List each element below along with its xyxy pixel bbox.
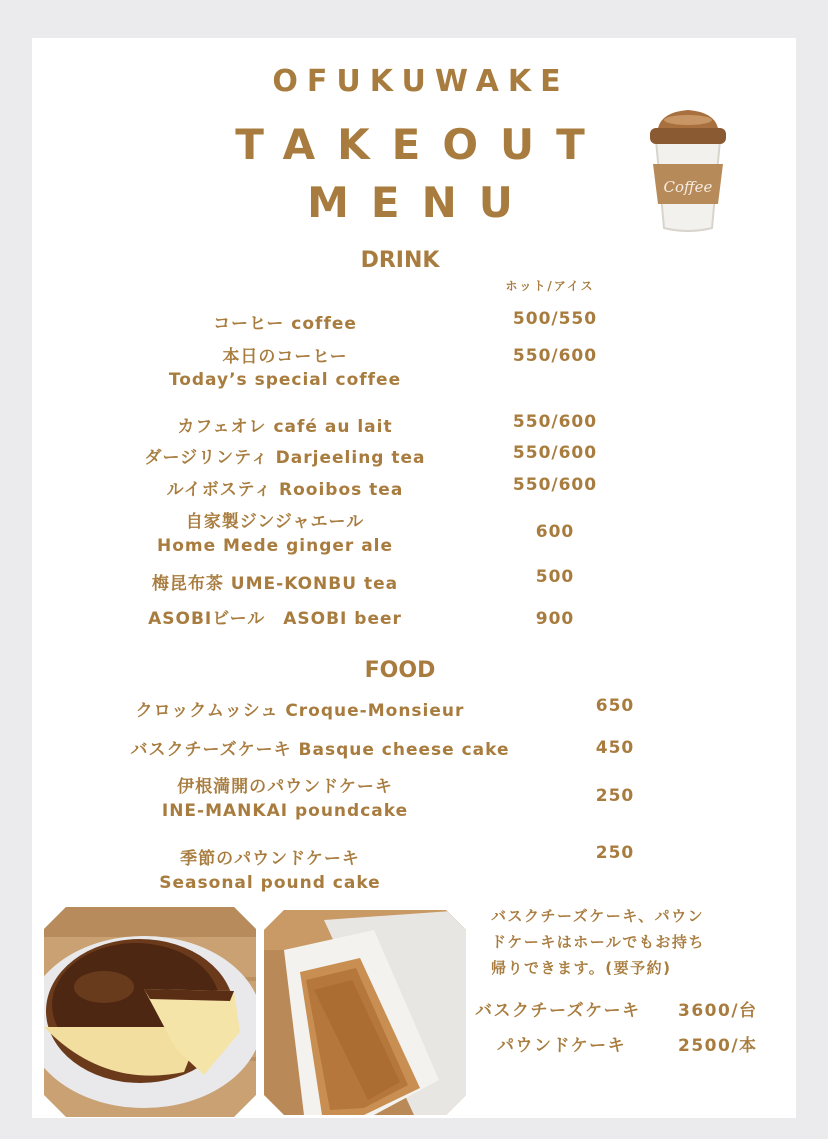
drink-item-ginger-ale: 自家製ジンジャエール: [185, 512, 365, 532]
food-price-basque: 450: [595, 738, 635, 758]
drink-item-rooibos: ルイボスティ Rooibos tea: [166, 480, 404, 500]
drink-price-darjeeling: 550/600: [512, 443, 598, 463]
food-item-basque: バスクチーズケーキ Basque cheese cake: [130, 740, 510, 760]
drink-item-cafe-au-lait: カフェオレ café au lait: [177, 417, 393, 437]
whole-cake-note-line1: バスクチーズケーキ、パウン: [491, 907, 705, 925]
whole-pound-name: パウンドケーキ: [497, 1036, 627, 1056]
food-item-seasonal: 季節のパウンドケーキ: [180, 849, 360, 869]
food-price-ine-manakai: 250: [595, 786, 635, 806]
whole-pound-price: 2500/本: [678, 1036, 758, 1056]
whole-cake-note-line2: ドケーキはホールでもお持ち: [491, 933, 705, 951]
basque-cheesecake-photo: [44, 907, 256, 1117]
drink-price-ginger-ale: 600: [535, 522, 575, 542]
title-menu: MENU: [307, 178, 535, 227]
food-item-seasonal-en: Seasonal pound cake: [159, 873, 381, 893]
food-item-ine-manakai-en: INE-MANKAI poundcake: [161, 801, 409, 821]
price-header: ホット/アイス: [505, 279, 595, 293]
coffee-cup-icon: [640, 100, 736, 234]
drink-heading: DRINK: [360, 248, 440, 273]
whole-basque-name: バスクチーズケーキ: [475, 1001, 641, 1021]
drink-item-ginger-ale-en: Home Mede ginger ale: [156, 536, 394, 556]
drink-price-ume-konbu: 500: [535, 567, 575, 587]
food-price-seasonal: 250: [595, 843, 635, 863]
drink-item-darjeeling: ダージリンティ Darjeeling tea: [144, 448, 426, 468]
food-price-croque: 650: [595, 696, 635, 716]
drink-item-daily-coffee: 本日のコーヒー: [222, 347, 348, 367]
drink-price-coffee: 500/550: [512, 309, 598, 329]
food-heading: FOOD: [364, 658, 436, 683]
cup-label: Coffee: [663, 178, 713, 196]
whole-cake-note-line3: 帰りできます。(要予約): [491, 959, 672, 977]
pound-cake-photo: [264, 910, 466, 1115]
drink-price-rooibos: 550/600: [512, 475, 598, 495]
drink-item-coffee: コーヒー coffee: [213, 314, 357, 334]
whole-basque-price: 3600/台: [678, 1001, 758, 1021]
brand-name: OFUKUWAKE: [272, 64, 570, 99]
drink-price-cafe-au-lait: 550/600: [512, 412, 598, 432]
food-item-croque: クロックムッシュ Croque-Monsieur: [135, 701, 465, 721]
drink-item-daily-coffee-en: Today’s special coffee: [168, 370, 402, 390]
drink-item-ume-konbu: 梅昆布茶 UME-KONBU tea: [151, 574, 399, 594]
drink-price-daily-coffee: 550/600: [512, 346, 598, 366]
food-item-ine-manakai: 伊根満開のパウンドケーキ: [177, 777, 393, 797]
title-takeout: TAKEOUT: [235, 120, 607, 169]
drink-item-asobi-beer: ASOBIビール ASOBI beer: [148, 609, 402, 629]
drink-price-asobi-beer: 900: [535, 609, 575, 629]
